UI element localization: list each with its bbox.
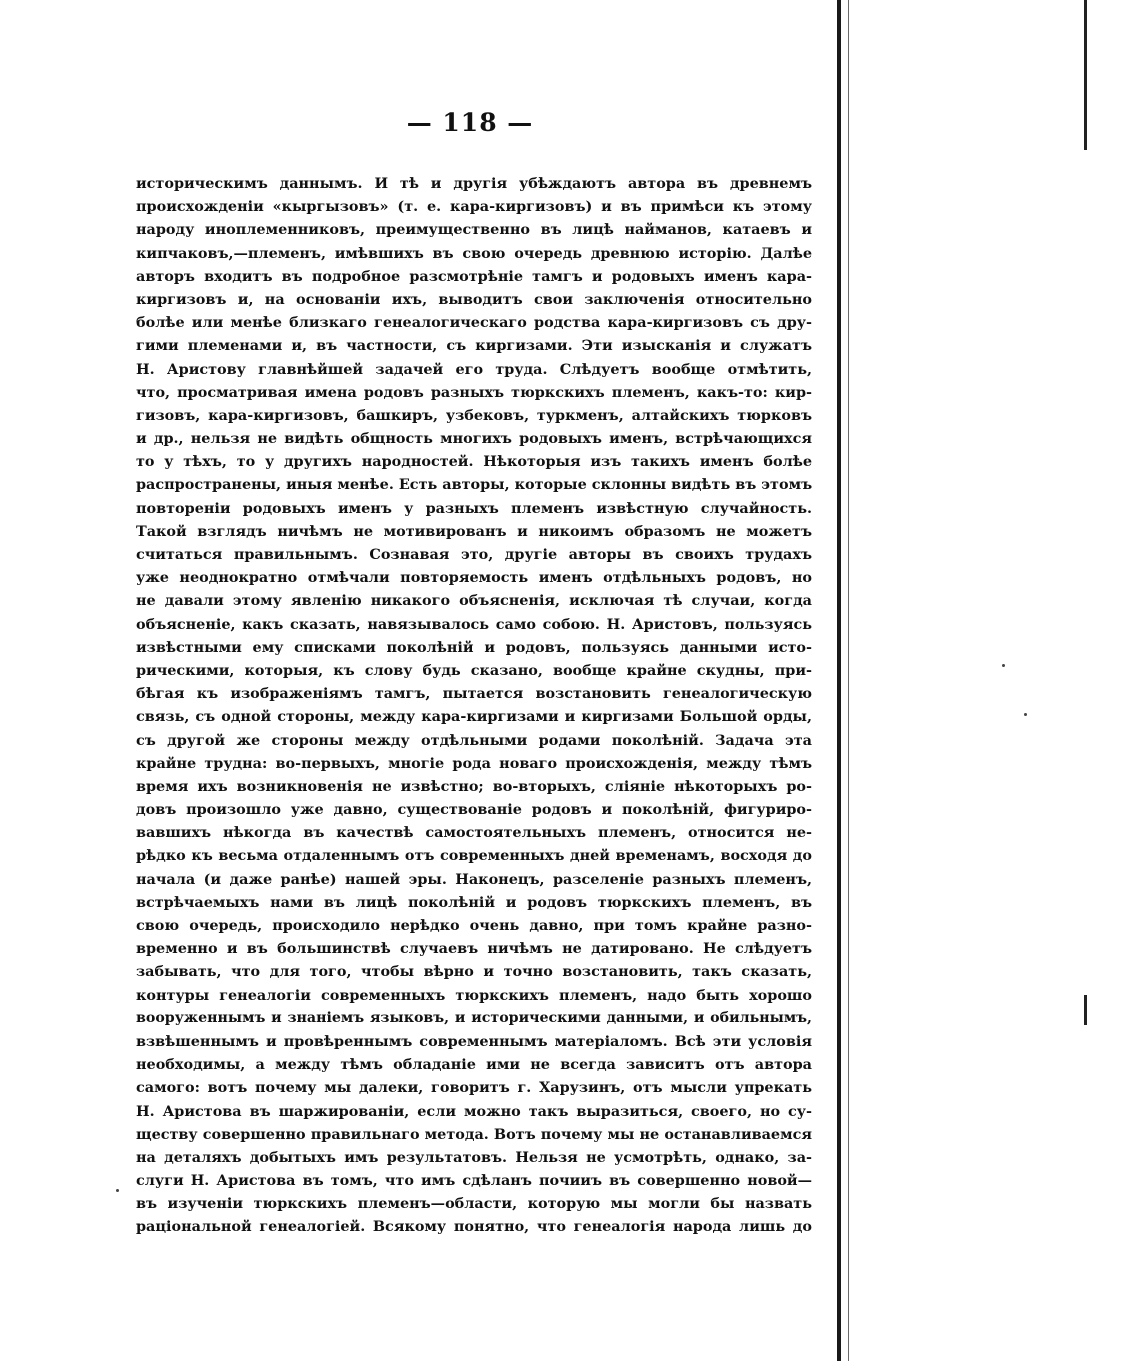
binding-shadow-line [848, 0, 849, 1361]
text-line: вавшихъ нѣкогда въ качествѣ самостоятельныхъ племенъ, относится не- [136, 824, 812, 842]
text-line: извѣстными ему списками поколѣній и родовъ, пользуясь данными исто- [136, 638, 812, 656]
text-line: рическими, которыя, къ слову будь сказано, вообще крайне скудны, при- [136, 661, 812, 679]
scan-speck [1024, 713, 1027, 716]
text-line: кипчаковъ,—племенъ, имѣвшихъ въ свою очередь древнюю исторію. Далѣе [136, 244, 812, 262]
text-line: самого: вотъ почему мы далеки, говоритъ г. Харузинъ, отъ мысли упрекать [136, 1079, 812, 1097]
text-line: ществу совершенно правильнаго метода. Вотъ почему мы не останавливаемся [136, 1125, 812, 1143]
text-line: контуры генеалогіи современныхъ тюркскихъ племенъ, надо быть хорошо [136, 986, 812, 1004]
text-line: Н. Аристову главнѣйшей задачей его труда. Слѣдуетъ вообще отмѣтить, [136, 360, 812, 378]
text-line: на деталяхъ добытыхъ имъ результатовъ. Нельзя не усмотрѣть, однако, за- [136, 1148, 812, 1166]
text-line: забывать, что для того, чтобы вѣрно и точно возстановить, такъ сказать, [136, 963, 812, 981]
text-line: авторъ входитъ въ подробное разсмотрѣніе тамгъ и родовыхъ именъ кара- [136, 267, 812, 285]
text-line: считаться правильнымъ. Сознавая это, другіе авторы въ своихъ трудахъ [136, 546, 812, 563]
page-number: — 118 — [406, 108, 534, 137]
text-line: повтореніи родовыхъ именъ у разныхъ племенъ извѣстную случайность. [136, 499, 812, 517]
text-line: уже неоднократно отмѣчали повторяемость именъ отдѣльныхъ родовъ, но [136, 569, 812, 587]
text-line: не давали этому явленію никакого объясненія, исключая тѣ случаи, когда [136, 592, 812, 610]
text-line: вооруженнымъ и знаніемъ языковъ, и историческими данными, и обильнымъ, [136, 1009, 812, 1026]
text-line: объясненіе, какъ сказать, навязывалось само собою. Н. Аристовъ, пользуясь [136, 615, 812, 633]
binding-edge-line [837, 0, 841, 1361]
text-line: что, просматривая имена родовъ разныхъ тюркскихъ племенъ, какъ-то: кир- [136, 383, 812, 401]
text-line: и др., нельзя не видѣть общность многихъ родовыхъ именъ, встрѣчающихся [136, 430, 812, 448]
text-line: болѣе или менѣе близкаго генеалогическаго родства кара-киргизовъ съ дру- [136, 314, 812, 332]
text-line: временно и въ большинствѣ случаевъ ничѣмъ не датировано. Не слѣдуетъ [136, 940, 812, 958]
text-line: киргизовъ и, на основаніи ихъ, выводитъ свои заключенія относительно [136, 290, 812, 308]
text-line: довъ произошло уже давно, существованіе родовъ и поколѣній, фигуриро- [136, 801, 812, 819]
body-text [136, 172, 812, 1239]
text-line: историческимъ даннымъ. И тѣ и другія убѣждаютъ автора въ древнемъ [136, 175, 812, 192]
text-line: съ другой же стороны между отдѣльными родами поколѣній. Задача эта [136, 731, 812, 749]
text-line: въ изученіи тюркскихъ племенъ—области, которую мы могли бы назвать [136, 1195, 812, 1213]
text-line: раціональной генеалогіей. Всякому понятно, что генеалогія народа лишь до [136, 1218, 812, 1236]
text-line: то у тѣхъ, то у другихъ народностей. Нѣкоторыя изъ такихъ именъ болѣе [136, 453, 812, 471]
scan-speck [1002, 664, 1005, 667]
text-line: бѣгая къ изображеніямъ тамгъ, пытается возстановить генеалогическую [136, 685, 812, 703]
text-line: распространены, иныя менѣе. Есть авторы, которые склонны видѣть въ этомъ [136, 476, 812, 494]
text-line: встрѣчаемыхъ нами въ лицѣ поколѣній и родовъ тюркскихъ племенъ, въ [136, 893, 812, 911]
text-line: происхожденіи «кыргызовъ» (т. е. кара-киргизовъ) и въ примѣси къ этому [136, 198, 812, 216]
text-line: крайне трудна: во-первыхъ, многіе рода новаго происхожденія, между тѣмъ [136, 754, 812, 772]
text-line: гими племенами и, въ частности, съ киргизами. Эти изысканія и служатъ [136, 337, 812, 355]
scan-speck [116, 1189, 119, 1192]
text-line: Такой взглядъ ничѣмъ не мотивированъ и никоимъ образомъ не можетъ [136, 522, 812, 540]
text-line: взвѣшеннымъ и провѣреннымъ современнымъ матеріаломъ. Всѣ эти условія [136, 1032, 812, 1050]
scan-edge-mark [1084, 0, 1087, 150]
scan-edge-mark [1084, 995, 1087, 1025]
text-line: рѣдко къ весьма отдаленнымъ отъ современныхъ дней временамъ, восходя до [136, 847, 812, 865]
text-line: начала (и даже ранѣе) нашей эры. Наконецъ, разселеніе разныхъ племенъ, [136, 870, 812, 888]
text-line: гизовъ, кара-киргизовъ, башкиръ, узбековъ, туркменъ, алтайскихъ тюрковъ [136, 406, 812, 424]
text-line: свою очередь, происходило нерѣдко очень давно, при томъ крайне разно- [136, 917, 812, 934]
text-line: время ихъ возникновенія не извѣстно; во-вторыхъ, сліяніе нѣкоторыхъ ро- [136, 777, 812, 795]
text-line: Н. Аристова въ шаржированіи, если можно такъ выразиться, своего, но су- [136, 1102, 812, 1120]
text-line: народу иноплеменниковъ, преимущественно въ лицѣ найманов, катаевъ и [136, 221, 812, 239]
text-line: слуги Н. Аристова въ томъ, что имъ сдѣланъ почииъ въ совершенно новой— [136, 1172, 812, 1190]
text-line: связь, съ одной стороны, между кара-киргизами и киргизами Большой орды, [136, 708, 812, 726]
text-line: необходимы, а между тѣмъ обладаніе ими не всегда зависитъ отъ автора [136, 1056, 812, 1074]
